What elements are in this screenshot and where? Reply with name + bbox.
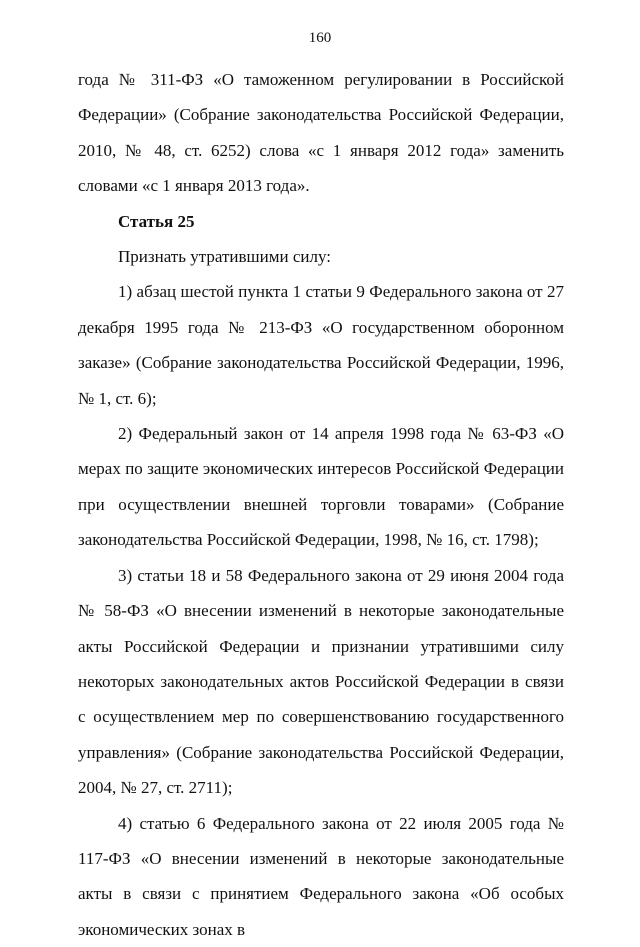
list-item-3: 3) статьи 18 и 58 Федерального закона от 29 июня 2004 года № 58-ФЗ «О внесении изменений в некоторые законодательные акты Российской Федерации и признании утратившими силу некоторых законодательных актов Российской Федерации в связи с осуществлением мер по совершенствованию государственного управления» (Собрание законодательства Российской Федерации, 2004, № 27, ст. 2711);	[78, 565, 564, 798]
article-heading: Статья 25	[118, 211, 195, 231]
document-body	[78, 62, 564, 947]
continuation-paragraph: года № 311-ФЗ «О таможенном регулировании в Российской Федерации» (Собрание законодательства Российской Федерации, 2010, № 48, ст. 6252) слова «с 1 января 2012 года» заменить словами «с 1 января 2013 года».	[78, 70, 564, 196]
page-number: 160	[308, 30, 332, 46]
intro-paragraph: Признать утратившими силу:	[118, 247, 331, 267]
list-item-1: 1) абзац шестой пункта 1 статьи 9 Федерального закона от 27 декабря 1995 года № 213-ФЗ «О государственном оборонном заказе» (Собрание законодательства Российской Федерации, 1996, № 1, ст. 6);	[78, 282, 564, 408]
list-item-2: 2) Федеральный закон от 14 апреля 1998 года № 63-ФЗ «О мерах по защите экономических интересов Российской Федерации при осуществлении внешней торговли товарами» (Собрание законодательства Российской Федерации, 1998, № 16, ст. 1798);	[78, 424, 564, 550]
list-item-4: 4) статью 6 Федерального закона от 22 июля 2005 года № 117-ФЗ «О внесении изменений в некоторые законодательные акты в связи с принятием Федерального закона «Об особых экономических зонах в	[78, 813, 564, 939]
